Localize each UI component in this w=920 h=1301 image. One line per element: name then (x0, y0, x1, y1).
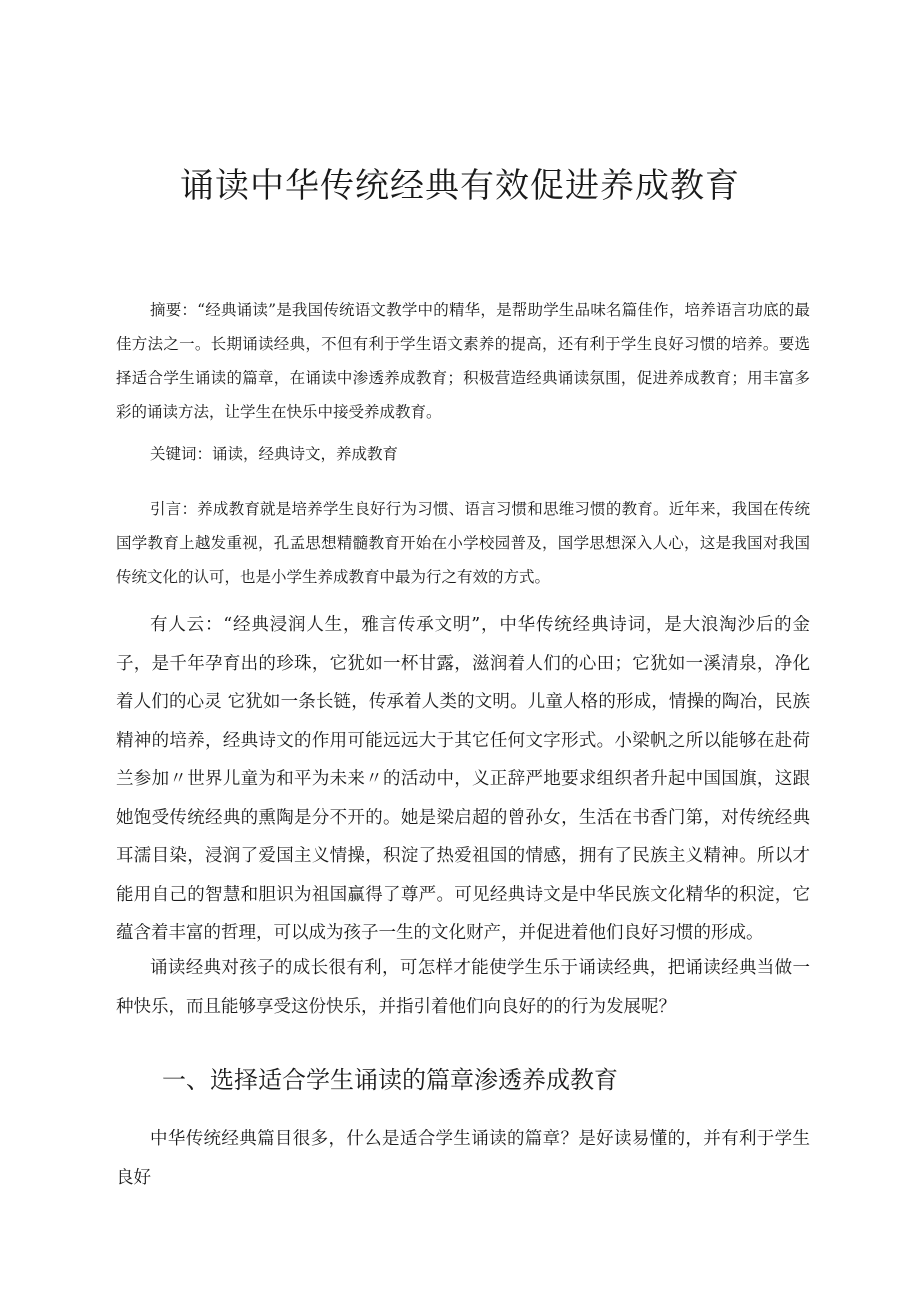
body-paragraph: 有人云：“经典浸润人生，雅言传承文明”，中华传统经典诗词，是大浪淘沙后的金子，是千年孕育出的珍珠，它犹如一杯甘露，滋润着人们的心田；它犹如一溪清泉，净化着人们的心灵 它犹如一条长链，传承着人类的文明。儿童人格的形成，情操的陶冶，民族精神的培养，经典诗文的作用可能远远大于其它任何文字形式。小梁帆之所以能够在赴荷兰参加〃世界儿童为和平为未来〃的活动中，义正辞严地要求组织者升起中国国旗，这跟她饱受传统经典的熏陶是分不开的。她是梁启超的曾孙女，生活在书香门第，对传统经典耳濡目染，浸润了爱国主义情操，积淀了热爱祖国的情感，拥有了民族主义精神。所以才能用自己的智慧和胆识为祖国赢得了尊严。可见经典诗文是中华民族文化精华的积淀，它蕴含着丰富的哲理，可以成为孩子一生的文化财产，并促进着他们良好习惯的形成。 (116, 615, 810, 943)
intro-paragraph: 引言：养成教育就是培养学生良好行为习惯、语言习惯和思维习惯的教育。近年来，我国在传统国学教育上越发重视，孔孟思想精髓教育开始在小学校园普及，国学思想深入人心，这是我国对我国传统文化的认可，也是小学生养成教育中最为行之有效的方式。 (116, 500, 810, 586)
document-title: 诵读中华传统经典有效促进养成教育 (180, 166, 740, 206)
section-heading: 一、选择适合学生诵读的篇章渗透养成教育 (162, 1066, 618, 1094)
abstract-paragraph: 摘要：“经典诵读”是我国传统语文教学中的精华，是帮助学生品味名篇佳作，培养语言功底的最佳方法之一。长期诵读经典，不但有利于学生语文素养的提高，还有利于学生良好习惯的培养。要选择适合学生诵读的篇章，在诵读中渗透养成教育；积极营造经典诵读氛围，促进养成教育；用丰富多彩的诵读方法，让学生在快乐中接受养成教育。 (116, 301, 810, 421)
keywords-paragraph: 关键词：诵读，经典诗文，养成教育 (150, 445, 399, 463)
body-paragraph: 中华传统经典篇目很多，什么是适合学生诵读的篇章？是好读易懂的，并有利于学生良好 (116, 1129, 810, 1188)
body-paragraph: 诵读经典对孩子的成长很有利，可怎样才能使学生乐于诵读经典，把诵读经典当做一种快乐，而且能够享受这份快乐，并指引着他们向良好的的行为发展呢？ (116, 958, 810, 1017)
